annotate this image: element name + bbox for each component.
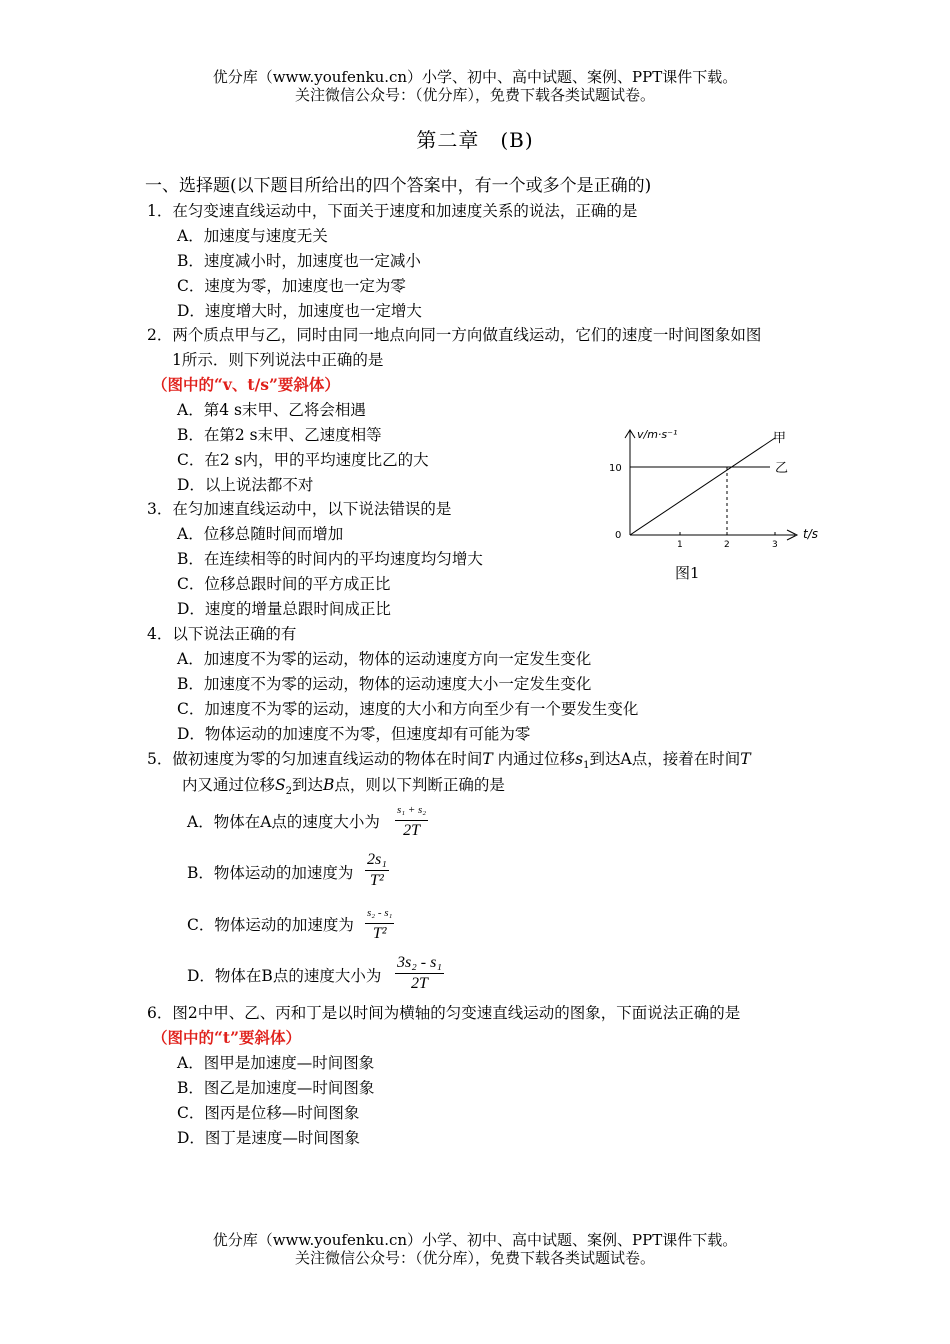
q5-c-denominator: T² (372, 925, 387, 942)
q1-stem: 1．在匀变速直线运动中，下面关于速度和加速度关系的说法，正确的是 (147, 202, 638, 220)
q5-displacement-S: S (275, 776, 286, 794)
q5-b-denominator: T² (370, 872, 384, 889)
q5-stem2-part-c: 点，则以下判断正确的是 (334, 776, 505, 794)
q2-option-c: C．在2 s内，甲的平均速度比乙的大 (177, 451, 429, 469)
q5-stem-line-1 (147, 749, 751, 776)
q3-option-c: C．位移总跟时间的平方成正比 (177, 575, 391, 593)
q2-option-d: D．以上说法都不对 (177, 476, 314, 494)
q5-stem1-part-b: 内通过位移 (492, 750, 576, 768)
q5-stem1-part-a: 5．做初速度为零的匀加速直线运动的物体在时间 (147, 750, 483, 768)
q6-option-d: D．图丁是速度—时间图象 (177, 1129, 360, 1147)
y-tick-10: 10 (609, 463, 622, 474)
header-line-2: 关注微信公众号：（优分库），免费下载各类试题试卷。 (294, 86, 655, 104)
q2-stem-line-2: 1所示．则下列说法中正确的是 (172, 351, 384, 369)
q5-option-c-fraction (365, 903, 394, 944)
q3-option-d: D．速度的增量总跟时间成正比 (177, 600, 391, 618)
q4-option-c: C．加速度不为零的运动，速度的大小和方向至少有一个要发生变化 (177, 700, 639, 718)
q5-point-B: B (323, 776, 335, 794)
q5-stem2-part-b: 到达 (292, 776, 324, 794)
q5-sub-1: 1 (583, 760, 590, 772)
q2-stem-line-1: 2．两个质点甲与乙，同时由同一地点向同一方向做直线运动，它们的速度一时间图象如图 (147, 326, 762, 344)
x-axis-label: t/s (803, 527, 818, 541)
q6-option-b: B．图乙是加速度—时间图象 (177, 1079, 375, 1097)
q6-stem: 6．图2中甲、乙、丙和丁是以时间为横轴的匀变速直线运动的图象，下面说法正确的是 (147, 1004, 741, 1022)
footer-line-1: 优分库（www.youfenku.cn）小学、初中、高中试题、案例、PPT课件下载。 (212, 1231, 738, 1249)
q4-option-a: A．加速度不为零的运动，物体的运动速度方向一定发生变化 (177, 650, 592, 668)
q5-time-T: T (482, 750, 493, 768)
q6-option-c: C．图丙是位移—时间图象 (177, 1104, 360, 1122)
q1-option-b: B．速度减小时，加速度也一定减小 (177, 252, 421, 270)
x-tick-label-1: 1 (677, 540, 683, 550)
origin-label: 0 (615, 530, 622, 541)
q6-note: （图中的“t”要斜体） (152, 1028, 301, 1047)
q4-option-d: D．物体运动的加速度不为零，但速度却有可能为零 (177, 725, 531, 743)
q1-option-c: C．速度为零，加速度也一定为零 (177, 277, 406, 295)
line-jia (630, 438, 775, 535)
header-line-1: 优分库（www.youfenku.cn）小学、初中、高中试题、案例、PPT课件下载。 (212, 68, 738, 86)
q3-option-b: B．在连续相等的时间内的平均速度均匀增大 (177, 550, 483, 568)
y-axis-label: v/m·s⁻¹ (637, 428, 678, 441)
q4-stem: 4．以下说法正确的有 (147, 625, 297, 643)
q2-note: （图中的“v、t/s”要斜体） (152, 375, 340, 394)
q6-option-a: A．图甲是加速度—时间图象 (177, 1054, 375, 1072)
section-heading: 一、选择题(以下题目所给出的四个答案中，有一个或多个是正确的) (145, 176, 652, 196)
q4-option-b: B．加速度不为零的运动，物体的运动速度大小一定发生变化 (177, 675, 592, 693)
q5-d-numerator: 3s₂ - s₁ (395, 953, 444, 974)
q5-a-numerator: s₁ + s₂ (395, 800, 428, 821)
q5-stem1-part-c: 到达A点，接着在时间 (589, 750, 741, 768)
figure-1-graph (595, 420, 835, 560)
q5-option-a-fraction (395, 800, 428, 841)
q5-d-denominator: 2T (411, 975, 428, 992)
q3-stem: 3．在匀加速直线运动中，以下说法错误的是 (147, 500, 452, 518)
q5-stem2-part-a: 内又通过位移 (182, 776, 276, 794)
q5-displacement-s: s (575, 750, 584, 768)
q5-option-a-text: A．物体在A点的速度大小为 (187, 813, 380, 831)
q5-option-b-text: B．物体运动的加速度为 (187, 864, 354, 882)
q1-option-a: A．加速度与速度无关 (177, 227, 328, 245)
q5-b-numerator: 2s₁ (365, 850, 389, 871)
q2-option-b: B．在第2 s末甲、乙速度相等 (177, 426, 382, 444)
chapter-title: 第二章 (B) (416, 128, 534, 152)
x-tick-label-3: 3 (772, 540, 778, 550)
figure-1-caption: 图1 (675, 564, 700, 582)
q3-option-a: A．位移总随时间而增加 (177, 525, 344, 543)
q5-stem-line-2 (182, 775, 505, 802)
q5-sub-2: 2 (285, 786, 293, 798)
q5-time-T-2: T (740, 750, 751, 768)
q5-option-d-text: D．物体在B点的速度大小为 (187, 967, 382, 985)
q5-option-d-fraction (395, 953, 444, 994)
x-tick-label-2: 2 (724, 540, 730, 550)
q5-option-c-text: C．物体运动的加速度为 (187, 916, 354, 934)
q5-option-b-fraction (365, 850, 389, 891)
q5-c-numerator: s₂ - s₁ (365, 903, 394, 924)
q2-option-a: A．第4 s末甲、乙将会相遇 (177, 401, 366, 419)
q1-option-d: D．速度增大时，加速度也一定增大 (177, 302, 422, 320)
footer-line-2: 关注微信公众号：（优分库），免费下载各类试题试卷。 (294, 1249, 655, 1267)
label-yi: 乙 (775, 461, 789, 476)
label-jia: 甲 (773, 431, 787, 446)
q5-a-denominator: 2T (403, 822, 421, 839)
